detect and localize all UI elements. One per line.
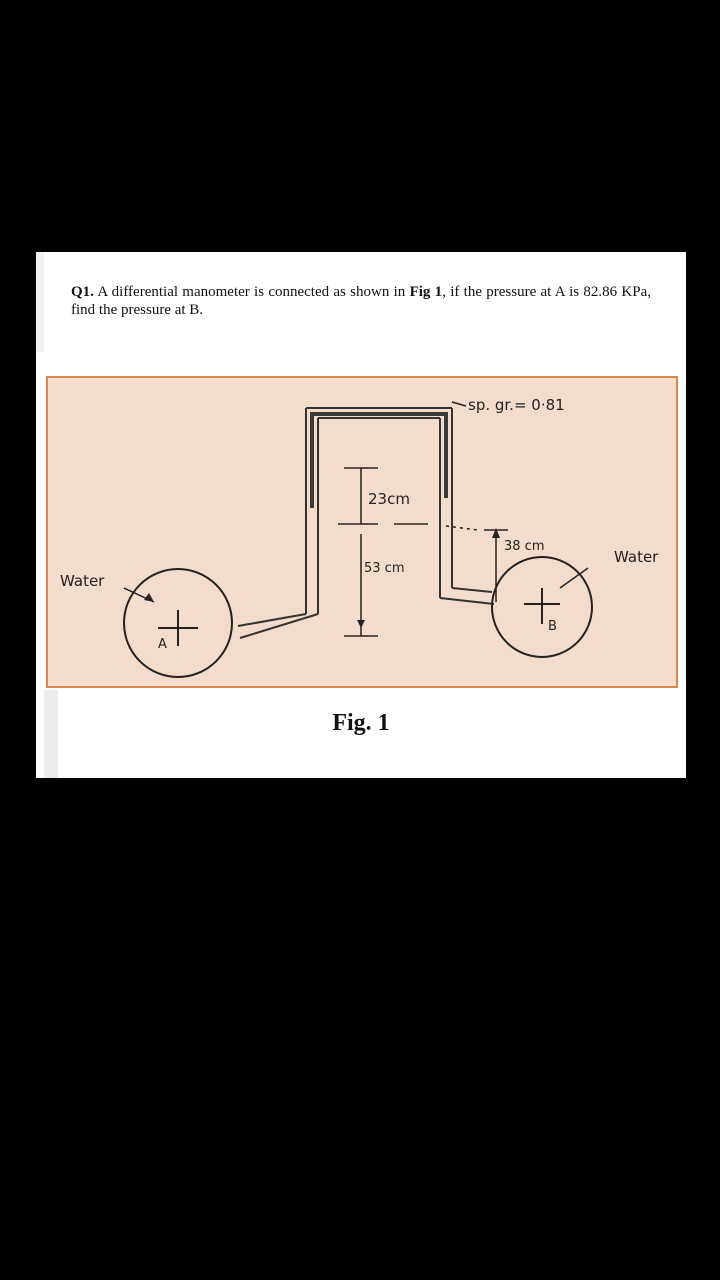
sp-gr-leader bbox=[452, 402, 466, 406]
figure-caption: Fig. 1 bbox=[332, 710, 390, 736]
figure-reference: Fig 1 bbox=[409, 284, 443, 300]
dim-53-label: 53 cm bbox=[364, 561, 405, 576]
sp-gr-label: sp. gr.= 0·81 bbox=[468, 396, 565, 414]
level-dashed-line bbox=[446, 526, 478, 530]
question-body-end: , if the pressure at A is 82.86 KPa, find the pressure at B. bbox=[71, 284, 651, 318]
water-right-label: Water bbox=[614, 548, 659, 566]
question-text bbox=[71, 283, 651, 319]
dim-53-arrowhead bbox=[357, 620, 365, 628]
dim-38-label: 38 cm bbox=[504, 539, 545, 554]
page-edge bbox=[36, 252, 44, 352]
dim-23-label: 23cm bbox=[368, 490, 410, 508]
pipe-to-a-bottom bbox=[240, 614, 318, 638]
manometer-figure bbox=[46, 376, 678, 688]
point-a-label: A bbox=[158, 637, 167, 652]
pipe-to-b-top bbox=[452, 588, 492, 592]
question-body-start: A differential manometer is connected as shown in bbox=[93, 284, 410, 300]
point-b-label: B bbox=[548, 619, 557, 634]
manometer-diagram bbox=[48, 378, 678, 688]
document-page bbox=[36, 252, 686, 778]
question-number: Q1. bbox=[71, 284, 94, 300]
water-left-label: Water bbox=[60, 572, 105, 590]
pipe-to-b-bottom bbox=[440, 598, 494, 604]
